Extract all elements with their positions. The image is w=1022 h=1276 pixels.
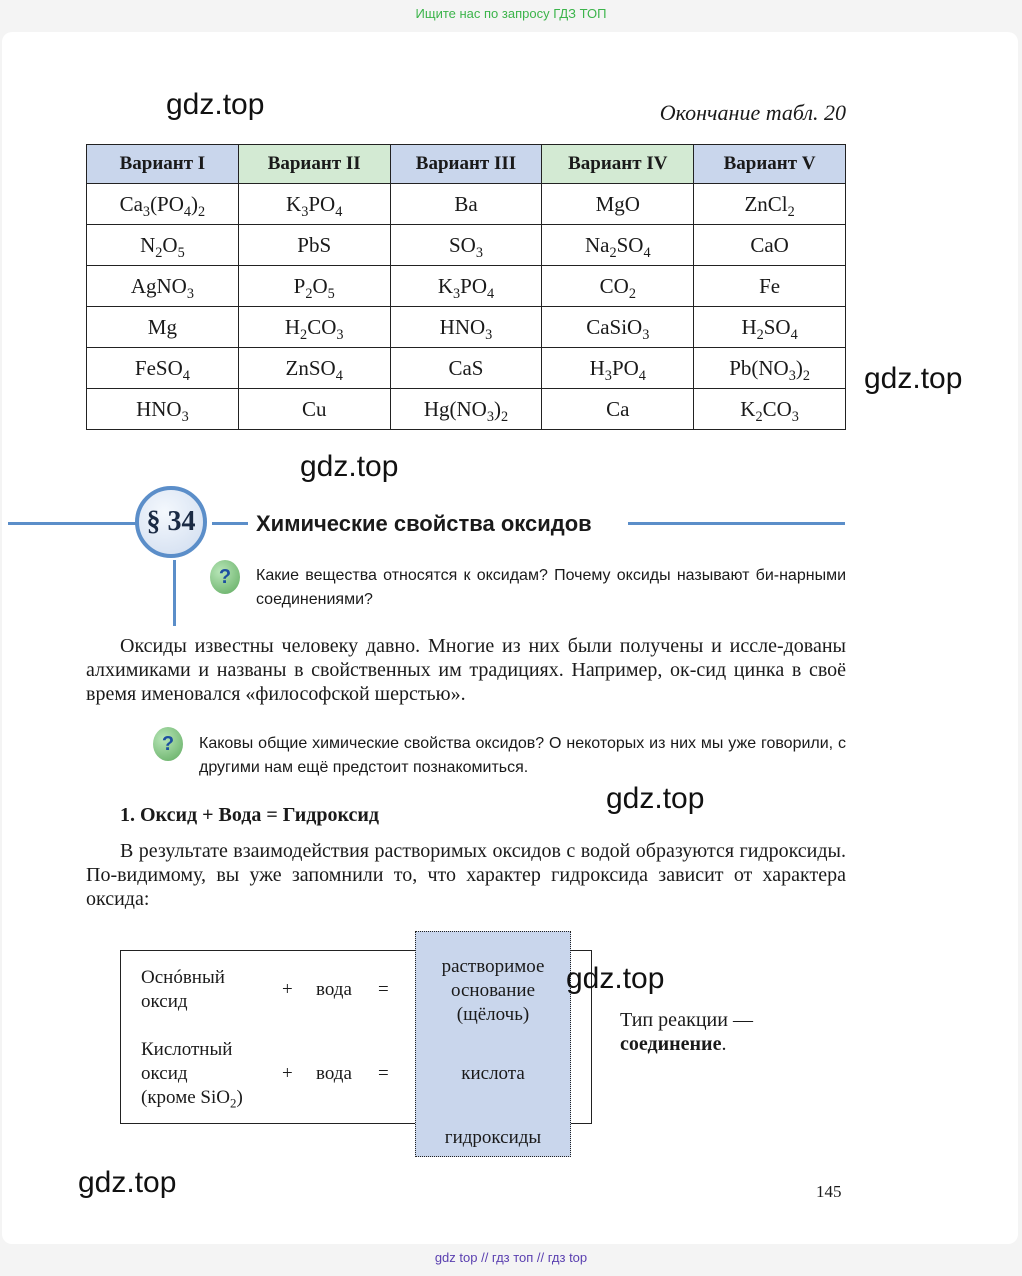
top-banner[interactable]: Ищите нас по запросу ГДЗ ТОП xyxy=(415,6,607,21)
soluble-base-label: растворимое основание (щёлочь) xyxy=(441,956,545,1025)
table-cell: $HNO_3$ xyxy=(390,307,542,348)
table-cell: CaS xyxy=(390,348,542,389)
water-label: вода xyxy=(316,979,352,1000)
table-cell: $K_2CO_3$ xyxy=(694,389,846,430)
variants-table xyxy=(86,144,846,430)
table-cell: Mg xyxy=(87,307,239,348)
table-cell: ZnCl$_2$ xyxy=(694,184,846,225)
section-rule-right xyxy=(628,522,845,525)
watermark: gdz.top xyxy=(566,962,665,995)
table-cell: ZnSO$_4$ xyxy=(238,348,390,389)
table-cell: $H_2CO_3$ xyxy=(238,307,390,348)
table-cell: $K_3PO_4$ xyxy=(390,266,542,307)
table-header: Вариант I xyxy=(87,145,239,184)
table-cell: AgNO$_3$ xyxy=(87,266,239,307)
table-cell: $HNO_3$ xyxy=(87,389,239,430)
section-rule-vertical xyxy=(173,560,176,626)
question-text: Какие вещества относятся к оксидам? Почему оксиды называют би-нарными соединениями? xyxy=(256,567,846,608)
bottom-links[interactable]: gdz top // гдз топ // гдз top xyxy=(434,1250,588,1265)
subheading: 1. Оксид + Вода = Гидроксид xyxy=(120,804,380,826)
table-cell: Fe xyxy=(694,266,846,307)
acidic-oxide-label: Кислотный оксид xyxy=(141,1039,233,1084)
section-rule-middle xyxy=(212,522,248,525)
table-row xyxy=(87,184,846,225)
paragraph: В результате взаимодействия растворимых оксидов с водой образуются гидроксиды. По-видимому, вы уже запомнили то, что характер гидроксида зависит от характера оксида: xyxy=(86,840,846,910)
table-header: Вариант III xyxy=(390,145,542,184)
table-header: Вариант IV xyxy=(542,145,694,184)
table-cell: $SO_3$ xyxy=(390,225,542,266)
section-rule-left xyxy=(8,522,138,525)
watermark: gdz.top xyxy=(166,88,265,121)
question-text: Каковы общие химические свойства оксидов? О некоторых из них мы уже говорили, с другими нам ещё предстоит познакомиться. xyxy=(199,735,846,776)
plus-sign: + xyxy=(282,1063,293,1084)
table-cell: PbS xyxy=(238,225,390,266)
table-cell: Ca xyxy=(542,389,694,430)
table-cell: Ba xyxy=(390,184,542,225)
table-header: Вариант II xyxy=(238,145,390,184)
table-cell: $H_3PO_4$ xyxy=(542,348,694,389)
table-cell: $Pb(NO_3)_2$ xyxy=(694,348,846,389)
table-header: Вариант V xyxy=(694,145,846,184)
table-cell: Cu xyxy=(238,389,390,430)
paragraph: Оксиды известны человеку давно. Многие из них были получены и иссле-дованы алхимиками и названы в свойственных им традициях. Например, ок-сид цинка в своё время именовался «философской шерстью». xyxy=(86,635,846,705)
water-label: вода xyxy=(316,1063,352,1084)
question-icon: ? xyxy=(210,560,240,594)
table-row xyxy=(87,307,846,348)
watermark: gdz.top xyxy=(606,782,705,815)
table-cell: FeSO$_4$ xyxy=(87,348,239,389)
table-cell: $Ca_3(PO_4)_2$ xyxy=(87,184,239,225)
table-caption: Окончание табл. 20 xyxy=(659,100,846,125)
table-row xyxy=(87,389,846,430)
page-number: 145 xyxy=(816,1182,842,1201)
table-header-row xyxy=(87,145,846,184)
watermark: gdz.top xyxy=(78,1166,177,1199)
reaction-type-label: Тип реакции — xyxy=(620,1009,753,1031)
table-row xyxy=(87,348,846,389)
table-cell: $Hg(NO_3)_2$ xyxy=(390,389,542,430)
table-cell: $K_3PO_4$ xyxy=(238,184,390,225)
table-row xyxy=(87,266,846,307)
question-icon: ? xyxy=(153,727,183,761)
table-cell: $P_2O_5$ xyxy=(238,266,390,307)
section-number-badge: § 34 xyxy=(135,486,207,558)
table-row xyxy=(87,225,846,266)
watermark: gdz.top xyxy=(300,450,399,483)
acidic-oxide-exception: (кроме SiO$_2$) xyxy=(141,1087,243,1111)
equals-sign: = xyxy=(378,979,389,1000)
acid-label: кислота xyxy=(461,1063,525,1084)
basic-oxide-label: Оснóвный оксид xyxy=(141,967,225,1012)
table-cell: $N_2O_5$ xyxy=(87,225,239,266)
table-cell: $H_2SO_4$ xyxy=(694,307,846,348)
reaction-type-value: соединение xyxy=(620,1033,722,1055)
table-cell: $CO_2$ xyxy=(542,266,694,307)
reaction-type: Тип реакции — соединение. xyxy=(620,1009,753,1055)
equals-sign: = xyxy=(378,1063,389,1084)
hydroxides-label: гидроксиды xyxy=(444,1127,542,1148)
table-cell: CaO xyxy=(694,225,846,266)
table-cell: CaSiO$_3$ xyxy=(542,307,694,348)
watermark: gdz.top xyxy=(864,362,963,395)
plus-sign: + xyxy=(282,979,293,1000)
table-cell: $Na_2SO_4$ xyxy=(542,225,694,266)
table-cell: MgO xyxy=(542,184,694,225)
section-title: Химические свойства оксидов xyxy=(256,511,592,536)
